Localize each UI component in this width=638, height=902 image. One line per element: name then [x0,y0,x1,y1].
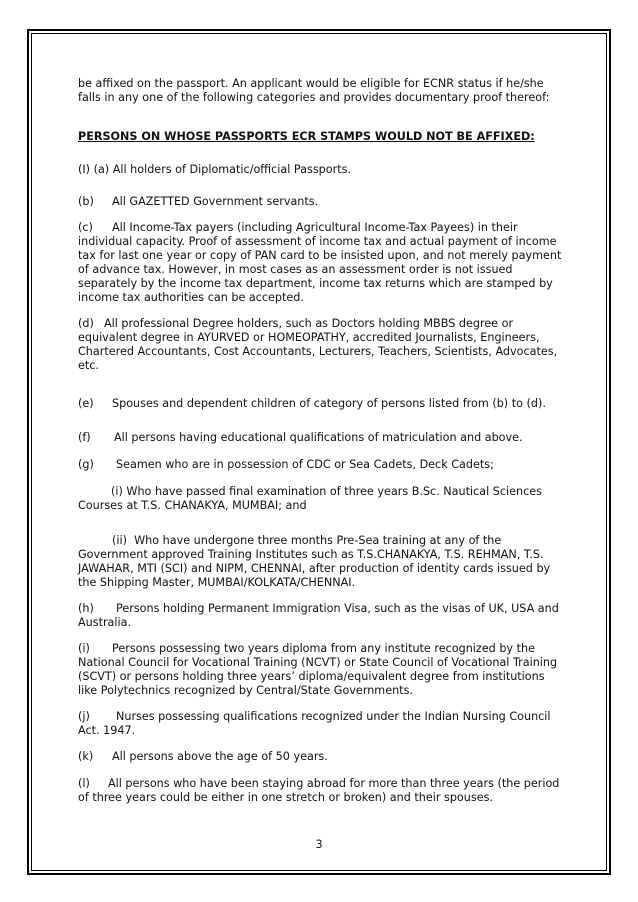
item-text: All GAZETTED Government servants. [112,195,319,208]
item-label: (k) [78,750,94,763]
item-label: (f) [78,431,91,444]
item-d [78,317,562,373]
item-label: (i) [111,485,123,498]
intro-paragraph: be affixed on the passport. An applicant would be eligible for ECNR status if he/she falls in any one of the following categories and provides documentary proof thereof: [78,77,550,104]
item-j [78,710,562,738]
page-number: 3 [315,838,323,851]
item-f [78,431,562,445]
section-heading: PERSONS ON WHOSE PASSPORTS ECR STAMPS WOULD NOT BE AFFIXED: [78,130,535,143]
item-label: (c) [78,221,93,234]
item-text: Seamen who are in possession of CDC or Sea Cadets, Deck Cadets; [116,458,494,471]
item-label: (ii) [112,534,127,547]
item-g-i [78,485,562,513]
item-label: (j) [78,710,90,723]
item-label: (g) [78,458,94,471]
item-label: (h) [78,602,94,615]
item-label: (i) [78,642,90,655]
item-c [78,221,562,305]
item-text: Who have undergone three months Pre-Sea training at any of the Government approved Training Institutes such as T.S.CHANAKYA, T.S. REHMAN, T.S. JAWAHAR, MTI (SCI) and NIPM, CHENNAI, after production of identity cards issued by the Shipping Master, MUMBAI/KOLKATA/CHENNAI. [78,534,551,589]
item-label: (I) (a) [78,163,110,176]
item-1a [78,163,562,177]
item-text: All holders of Diplomatic/official Passports. [112,163,351,176]
item-text: Persons possessing two years diploma from any institute recognized by the National Council for Vocational Training (NCVT) or State Council of Vocational Training (SCVT) or persons holding three years’ diploma/equivalent degree from institutions like Polytechnics recognized by Central/State Governments. [78,642,558,697]
item-text: All persons who have been staying abroad for more than three years (the period of three years could be either in one stretch or broken) and their spouses. [78,777,560,804]
item-b [78,195,562,209]
item-k [78,750,562,764]
item-label: (l) [78,777,90,790]
item-text: All persons having educational qualifications of matriculation and above. [114,431,523,444]
item-label: (d) [78,317,94,330]
item-label: (e) [78,397,94,410]
item-text: Who have passed final examination of three years B.Sc. Nautical Sciences Courses at T.S. CHANAKYA, MUMBAI; and [78,485,542,512]
item-label: (b) [78,195,94,208]
item-g [78,458,562,472]
item-h [78,602,562,630]
item-text: Persons holding Permanent Immigration Visa, such as the visas of UK, USA and Australia. [78,602,559,629]
item-text: All professional Degree holders, such as Doctors holding MBBS degree or equivalent degree in AYURVED or HOMEOPATHY, accredited Journalists, Engineers, Chartered Accountants, Cost Accountants, Lecturers, Teachers, Scientists, Advocates, etc. [78,317,558,372]
item-text: Nurses possessing qualifications recognized under the Indian Nursing Council Act. 1947. [78,710,551,737]
item-text: All Income-Tax payers (including Agricultural Income-Tax Payees) in their individual capacity. Proof of assessment of income tax and actual payment of income tax for last one year or copy of PAN card to be insisted upon, and not merely payment of advance tax. However, in most cases as an assessment order is not issued separately by the income tax department, income tax returns which are stamped by income tax authorities can be accepted. [78,221,562,304]
item-e [78,397,562,411]
item-text: Spouses and dependent children of category of persons listed from (b) to (d). [112,397,546,410]
item-i [78,642,562,698]
document-body [78,77,562,805]
item-l [78,777,562,805]
item-text: All persons above the age of 50 years. [112,750,328,763]
item-g-ii [78,534,562,590]
